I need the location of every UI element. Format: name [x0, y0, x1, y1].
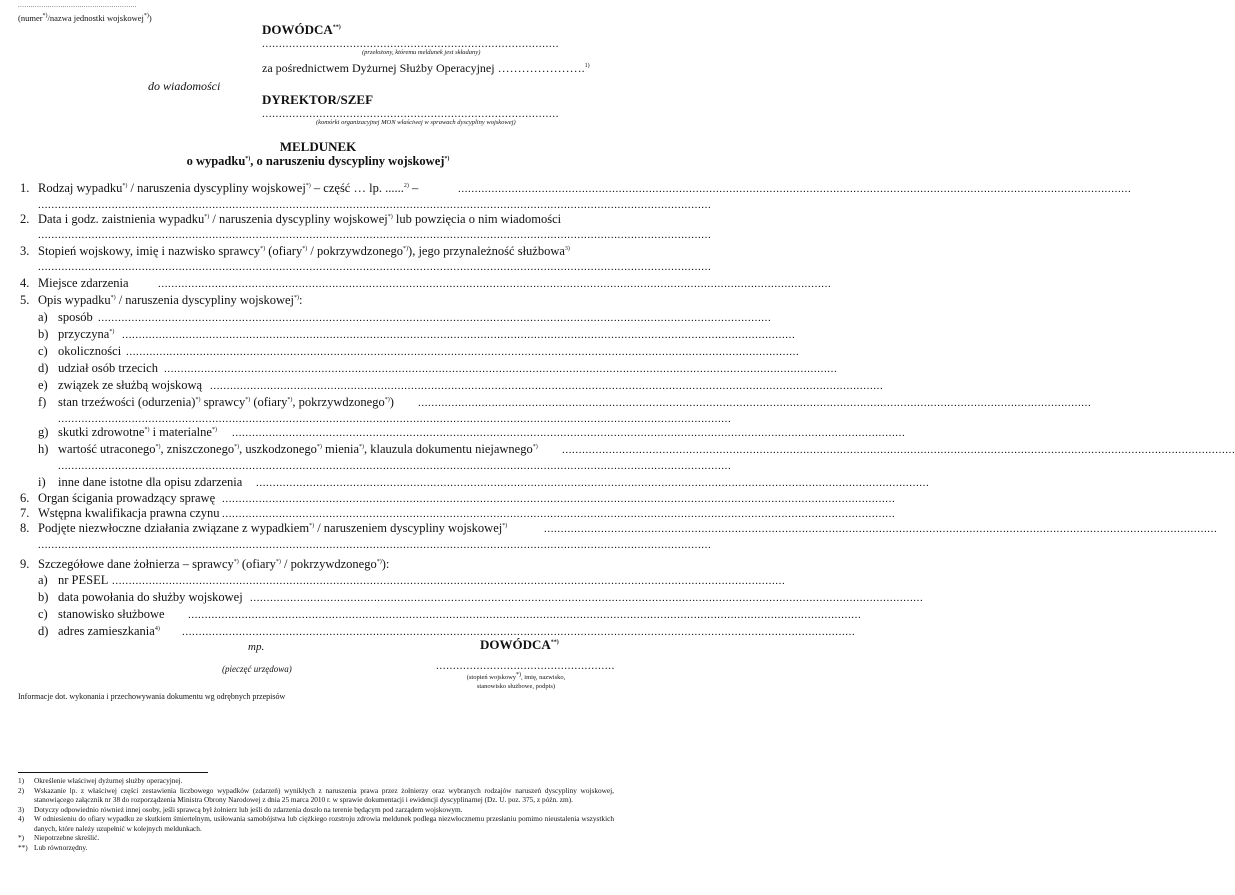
item-5-number: 5. [20, 293, 30, 307]
item-4-label: Miejsce zdarzenia [38, 276, 129, 290]
for-info-label: do wiadomości [148, 79, 221, 93]
item-6-dots[interactable]: ......................................................................................................................................................................................................... [222, 493, 896, 505]
item-4-number: 4. [20, 276, 30, 290]
director-dots: ........................................................................................ [262, 108, 559, 120]
item-5f-dots[interactable]: ......................................................................................................................................................................................................... [418, 397, 1092, 409]
item-5g-dots[interactable]: ......................................................................................................................................................................................................... [232, 427, 906, 439]
footnote-4: 4) W odniesieniu do ofiary wypadku ze skutkiem śmiertelnym, usiłowania samobójstwa lub ciężkiego rozstroju zdrowia meldunek podlega niezwłocznemu przesłaniu pomimo nieustalenia wszystkich danych, które należy uzupełnić w kolejnych meldunkach. [18, 814, 614, 833]
item-7-dots[interactable]: ......................................................................................................................................................................................................... [222, 508, 896, 520]
signature-caption-1: (stopień wojskowy*), imię, nazwisko, [466, 671, 566, 681]
signature-caption-2: stanowisko służbowe, podpis) [476, 683, 556, 690]
item-9-number: 9. [20, 557, 30, 571]
item-9a-label: nr PESEL [58, 573, 109, 587]
commander-dots: ........................................................................................ [262, 38, 559, 50]
item-5i-label: inne dane istotne dla opisu zdarzenia [58, 475, 243, 489]
item-7-number: 7. [20, 506, 30, 520]
item-4-dots[interactable]: ......................................................................................................................................................................................................... [158, 278, 832, 290]
item-5d-label: udział osób trzecich [58, 361, 158, 375]
storage-info: Informacje dot. wykonania i przechowywania dokumentu wg odrębnych przepisów [18, 692, 286, 701]
service-date-field[interactable]: ......................................................................................................................................................................................................... [250, 592, 924, 604]
item-5e-dots[interactable]: ......................................................................................................................................................................................................... [210, 380, 884, 392]
item-1-number: 1. [20, 181, 30, 195]
item-5a-label: sposób [58, 310, 93, 324]
item-3-dots[interactable]: ......................................................................................................................................................................................................... [38, 261, 712, 273]
footnote-5: *) Niepotrzebne skreślić. [18, 833, 100, 842]
doc-title: MELDUNEK [279, 139, 357, 154]
item-5i-dots[interactable]: ......................................................................................................................................................................................................... [256, 477, 930, 489]
item-9c-letter: c) [38, 607, 48, 621]
item-5d-dots[interactable]: ......................................................................................................................................................................................................... [164, 363, 838, 375]
address-field[interactable]: ......................................................................................................................................................................................................... [182, 626, 856, 638]
item-5b-dots[interactable]: ......................................................................................................................................................................................................... [122, 329, 796, 341]
item-5f-dots-2[interactable]: ......................................................................................................................................................................................................... [58, 413, 732, 425]
item-9a-letter: a) [38, 573, 48, 587]
item-5c-letter: c) [38, 344, 48, 358]
item-5i-letter: i) [38, 475, 46, 489]
item-2-number: 2. [20, 212, 30, 226]
item-6-label: Organ ścigania prowadzący sprawę [38, 491, 216, 505]
via-text: za pośrednictwem Dyżurnej Służby Operacyjnej ………………….$^{1)}$ [262, 61, 590, 75]
item-5h-letter: h) [38, 442, 49, 456]
footnote-1: 1) Określenie właściwej dyżurnej służby operacyjnej. [18, 776, 183, 785]
seal-mark: mp. [248, 641, 265, 653]
director-title: DYREKTOR/SZEF [262, 92, 374, 107]
item-9b-label: data powołania do służby wojskowej [58, 590, 243, 604]
item-5h-dots[interactable]: ......................................................................................................................................................................................................... [562, 444, 1235, 456]
item-5c-label: okoliczności [58, 344, 122, 358]
item-5b-label: przyczyna*) [58, 327, 115, 341]
item-5f-label: stan trzeźwości (odurzenia)*) sprawcy*) (ofiary*), pokrzywdzonego*)) [58, 395, 394, 409]
pesel-field[interactable]: ......................................................................................................................................................................................................... [112, 575, 786, 587]
item-5a-dots[interactable]: ......................................................................................................................................................................................................... [98, 312, 772, 324]
item-3-label: Stopień wojskowy, imię i nazwisko sprawcy*) (ofiary*) / pokrzywdzonego*)), jego przynależność służbowa$^{3)}$ [38, 244, 570, 258]
item-5g-label: skutki zdrowotne*) i materialne*) [58, 425, 217, 439]
item-5b-letter: b) [38, 327, 49, 341]
item-8-number: 8. [20, 521, 30, 535]
footnote-3: 3) Dotyczy odpowiednio również innej osoby, jeśli sprawcą był żołnierz lub jeśli do zdarzenia doszło na terenie będącym pod zarządem wojskowym. [18, 804, 463, 814]
footnotes [18, 776, 618, 852]
item-7-label: Wstępna kwalifikacja prawna czynu [38, 506, 220, 520]
stamp-caption: (pieczęć urzędowa) [222, 664, 292, 674]
footnote-separator [18, 772, 208, 773]
item-8-dots-2[interactable]: ......................................................................................................................................................................................................... [38, 539, 712, 551]
item-9-label: Szczegółowe dane żołnierza – sprawcy*) (ofiary*) / pokrzywdzonego*)): [38, 557, 390, 571]
item-9d-label: adres zamieszkania$^{4)}$ [58, 624, 160, 638]
director-caption: (komórki organizacyjnej MON właściwej w sprawach dyscypliny wojskowej) [316, 119, 516, 126]
item-9c-label: stanowisko służbowe [58, 607, 165, 621]
footnote-2: 2) Wskazanie lp. z właściwej części zestawienia liczbowego wypadków (zdarzeń) wynikłych z naruszenia prawa przez żołnierzy oraz wybranych rodzajów naruszeń dyscypliny wojskowej, stanowiącego załącznik nr 38 do rozporządzenia Ministra Obrony Narodowej z dnia 25 marca 2010 r. w sprawie dokumentacji i ewidencji dyscyplinarnej (Dz. U. poz. 375, z późn. zm). [18, 785, 614, 804]
doc-subtitle: o wypadku*), o naruszeniu dyscypliny wojskowej*) [186, 154, 450, 168]
item-1-label: Rodzaj wypadku*) / naruszenia dyscypliny wojskowej*) – część … lp. ......$^{2)}$ – [38, 181, 419, 195]
unit-caption: (numer*)/nazwa jednostki wojskowej*)) [18, 13, 152, 23]
item-8-label: Podjęte niezwłoczne działania związane z wypadkiem*) / naruszeniem dyscypliny wojskowej*) [38, 521, 508, 535]
item-5e-label: związek ze służbą wojskową [58, 378, 203, 392]
item-5c-dots[interactable]: ......................................................................................................................................................................................................... [126, 346, 800, 358]
item-5f-letter: f) [38, 395, 47, 409]
item-9d-letter: d) [38, 624, 49, 638]
item-5g-letter: g) [38, 425, 49, 439]
item-6-number: 6. [20, 491, 30, 505]
item-5h-label: wartość utraconego*), zniszczonego*), uszkodzonego*) mienia*), klauzula dokumentu niejawnego*) [58, 442, 538, 456]
item-3-number: 3. [20, 244, 30, 258]
item-5-label: Opis wypadku*) / naruszenia dyscypliny wojskowej*): [38, 293, 303, 307]
footnote-6: **) Lub równorzędny. [18, 842, 88, 852]
item-5h-dots-2[interactable]: ......................................................................................................................................................................................................... [58, 460, 732, 472]
item-2-label: Data i godz. zaistnienia wypadku*) / naruszenia dyscypliny wojskowej*) lub powzięcia o nim wiadomości [38, 212, 562, 226]
signature-field[interactable]: ..................................................... [436, 660, 615, 672]
item-5e-letter: e) [38, 378, 48, 392]
item-8-dots[interactable]: ......................................................................................................................................................................................................... [544, 523, 1218, 535]
item-2-dots[interactable]: ......................................................................................................................................................................................................... [38, 229, 712, 241]
item-5d-letter: d) [38, 361, 49, 375]
unit-dots: ........................................................ [18, 2, 137, 9]
position-field[interactable]: ......................................................................................................................................................................................................... [188, 609, 862, 621]
commander-caption: (przełożony, któremu meldunek jest składany) [362, 49, 481, 56]
footer-commander-title: DOWÓDCA**) [480, 637, 559, 652]
item-1-dots[interactable]: ......................................................................................................................................................................................................... [458, 183, 1132, 195]
commander-title: DOWÓDCA**) [262, 22, 341, 37]
item-5a-letter: a) [38, 310, 48, 324]
item-1-dots-2[interactable]: ......................................................................................................................................................................................................... [38, 199, 712, 211]
item-9b-letter: b) [38, 590, 49, 604]
